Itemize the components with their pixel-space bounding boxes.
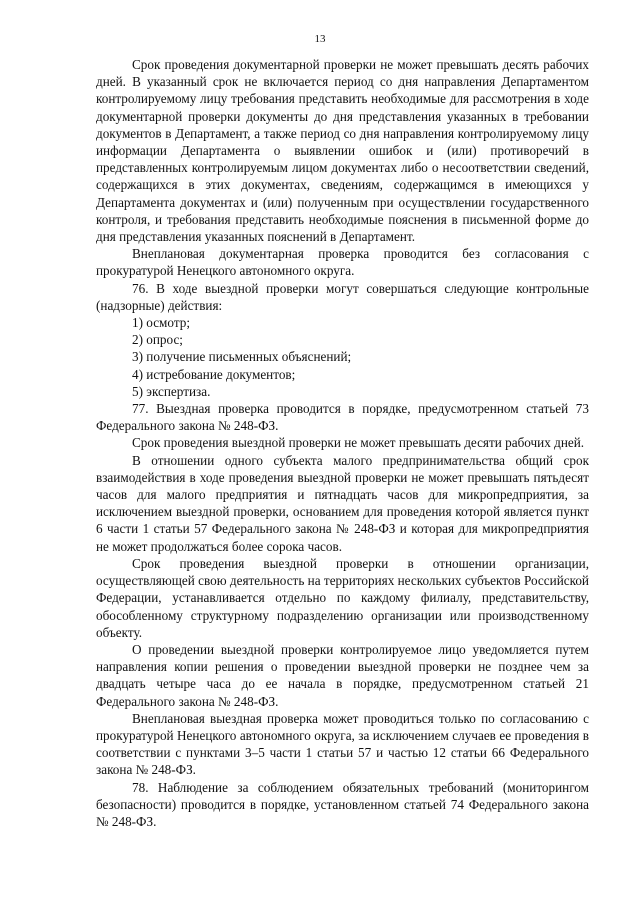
paragraph-76-intro: 76. В ходе выездной проверки могут совершаться следующие контрольные (надзорные) действия: <box>96 280 589 313</box>
paragraph-78: 78. Наблюдение за соблюдением обязательных требований (мониторингом безопасности) проводится в порядке, установленном статьей 74 Федерального закона № 248-ФЗ. <box>96 779 589 829</box>
list-item-inspection: 1) осмотр; <box>132 315 191 331</box>
list-item-survey: 2) опрос; <box>132 332 183 348</box>
list-item-documents-request: 4) истребование документов; <box>132 366 296 382</box>
list-item-written-explanations: 3) получение письменных объяснений; <box>132 349 352 365</box>
document-body <box>96 56 589 830</box>
paragraph-onsite-check-term: Срок проведения выездной проверки не может превышать десяти рабочих дней. <box>132 435 585 451</box>
paragraph-unscheduled-documentary-check: Внеплановая документарная проверка проводится без согласования с прокуратурой Ненецкого автономного округа. <box>96 246 589 279</box>
list-item-expertise: 5) экспертиза. <box>132 383 211 399</box>
paragraph-unscheduled-onsite-check: Внеплановая выездная проверка может проводиться только по согласованию с прокуратурой Ненецкого автономного округа, за исключением случаев ее проведения в соответствии с пунктами 3–5 части 1 статьи 57 и частью 12 статьи 66 Федерального закона № 248-ФЗ. <box>96 710 589 778</box>
paragraph-notification: О проведении выездной проверки контролируемое лицо уведомляется путем направления копии решения о проведении выездной проверки не позднее чем за двадцать четыре часа до ее начала в порядке, предусмотренном статьей 21 Федерального закона № 248-ФЗ. <box>96 641 589 709</box>
paragraph-small-business-term: В отношении одного субъекта малого предпринимательства общий срок взаимодействия в ходе проведения выездной проверки не может превышать пятьдесят часов для малого предприятия и пятнадцать часов для микропредприятия, за исключением выездной проверки, основанием для проведения которой является пункт 6 части 1 статьи 57 Федерального закона № 248-ФЗ и которая для микропредприятия не может продолжаться более сорока часов. <box>96 452 589 554</box>
paragraph-77: 77. Выездная проверка проводится в порядке, предусмотренном статьей 73 Федерального закона № 248-ФЗ. <box>96 401 589 434</box>
paragraph-documentary-check-term: Срок проведения документарной проверки не может превышать десять рабочих дней. В указанный срок не включается период со дня направления Департаментом контролируемому лицу требования представить необходимые для рассмотрения в ходе документарной проверки документы до дня представления указанных в требовании документов в Департамент, а также период со дня направления контролируемому лицу информации Департамента о выявлении ошибок и (или) противоречий в представленных контролируемым лицом документах либо о несоответствии сведений, содержащихся в этих документах, сведениям, содержащимся в имеющихся у Департамента документах и (или) полученным при осуществлении государственного контроля, и требования представить необходимые пояснения в письменной форме до дня представления указанных пояснений в Департамент. <box>96 57 589 245</box>
paragraph-multi-region-organization: Срок проведения выездной проверки в отношении организации, осуществляющей свою деятельность на территориях нескольких субъектов Российской Федерации, устанавливается отдельно по каждому филиалу, представительству, обособленному структурному подразделению организации или производственному объекту. <box>96 555 589 640</box>
page-number: 13 <box>314 33 326 45</box>
